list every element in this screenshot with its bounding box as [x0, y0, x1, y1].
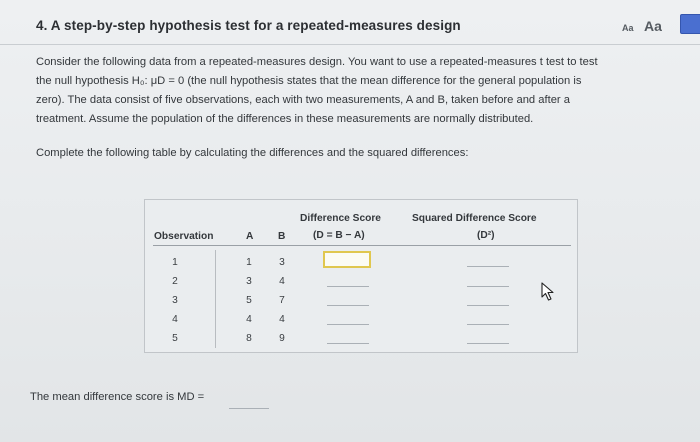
question-title: 4. A step-by-step hypothesis test for a repeated-measures design: [36, 18, 461, 33]
a-cell: 8: [246, 333, 252, 344]
difference-input-row-5[interactable]: [327, 327, 369, 344]
data-table: [144, 199, 578, 353]
squared-input-row-5[interactable]: [467, 327, 509, 344]
a-cell: 1: [246, 257, 252, 268]
squared-input-row-4[interactable]: [467, 308, 509, 325]
question-intro: [36, 53, 686, 129]
header-a: A: [246, 231, 254, 242]
obs-cell: 2: [172, 276, 178, 287]
b-cell: 3: [279, 257, 285, 268]
difference-input-row-2[interactable]: [327, 270, 369, 287]
increase-font-button[interactable]: Aa: [644, 18, 662, 34]
difference-input-row-3[interactable]: [327, 289, 369, 306]
b-cell: 4: [279, 314, 285, 325]
header-difference-score: Difference Score: [300, 213, 381, 224]
difference-input-row-1[interactable]: [323, 251, 371, 268]
question-header: [0, 14, 700, 45]
obs-cell: 4: [172, 314, 178, 325]
difference-input-row-4[interactable]: [327, 308, 369, 325]
obs-cell: 3: [172, 295, 178, 306]
b-cell: 7: [279, 295, 285, 306]
mean-difference-label: The mean difference score is MD =: [30, 391, 205, 403]
a-cell: 5: [246, 295, 252, 306]
intro-line: Consider the following data from a repeated-measures design. You want to use a repeated-measures t test to test: [36, 56, 598, 68]
intro-line: the null hypothesis H₀: μD = 0 (the null hypothesis states that the mean difference for the general population is: [36, 75, 582, 87]
header-difference-formula: (D = B − A): [313, 230, 365, 241]
obs-cell: 1: [172, 257, 178, 268]
squared-input-row-3[interactable]: [467, 289, 509, 306]
header-b: B: [278, 231, 286, 242]
squared-input-row-2[interactable]: [467, 270, 509, 287]
a-cell: 3: [246, 276, 252, 287]
intro-line: zero). The data consist of five observations, each with two measurements, A and B, taken before and after a: [36, 94, 570, 106]
squared-input-row-1[interactable]: [467, 250, 509, 267]
header-divider: [153, 245, 571, 246]
decrease-font-button[interactable]: Aa: [622, 23, 634, 33]
a-cell: 4: [246, 314, 252, 325]
intro-line: treatment. Assume the population of the differences in these measurements are normally distributed.: [36, 113, 534, 125]
b-cell: 9: [279, 333, 285, 344]
header-squared-difference: Squared Difference Score: [412, 213, 537, 224]
b-cell: 4: [279, 276, 285, 287]
mouse-pointer-icon: [540, 282, 558, 302]
header-observation: Observation: [154, 231, 214, 242]
obs-cell: 5: [172, 333, 178, 344]
header-squared-formula: (D²): [477, 230, 495, 241]
table-instruction: Complete the following table by calculating the differences and the squared differences:: [36, 147, 469, 159]
mean-difference-input[interactable]: [229, 394, 269, 409]
column-divider: [215, 250, 216, 348]
window-icon[interactable]: [680, 14, 700, 34]
